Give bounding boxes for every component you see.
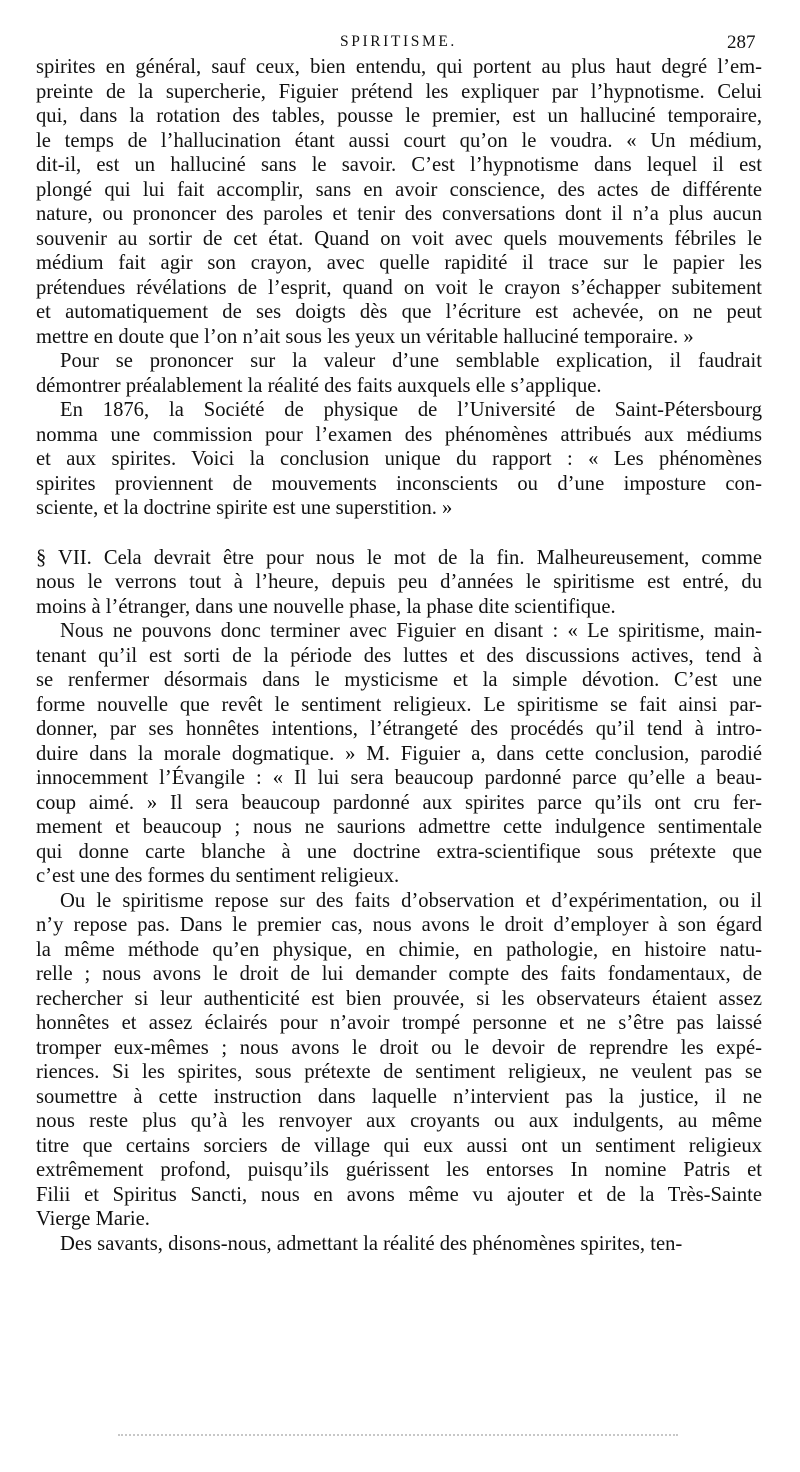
running-header <box>0 33 800 57</box>
text-line: relle ; nous avons le droit de lui demander compte des faits fondamentaux, de <box>36 963 762 985</box>
text-line: tromper eux-mêmes ; nous avons le droit ou le devoir de reprendre les expé- <box>36 1036 762 1059</box>
text-line: qui, dans la rotation des tables, pousse le premier, est un halluciné temporaire, <box>36 105 762 127</box>
bottom-edge-marks <box>118 1434 678 1438</box>
text-line: titre que certains sorciers de village qui eux aussi ont un sentiment religieux <box>36 1134 762 1157</box>
text-line: soumettre à cette instruction dans laquelle n’intervient pas la justice, il ne <box>36 1085 762 1108</box>
text-line: Pour se prononcer sur la valeur d’une semblable explication, il faudrait <box>60 350 762 372</box>
text-line: nomma une commission pour l’examen des phénomènes attribués aux médiums <box>36 423 762 446</box>
page-number: 287 <box>727 32 756 53</box>
text-line: rechercher si leur authenticité est bien prouvée, si les observateurs étaient assez <box>36 987 762 1010</box>
text-line: § VII. Cela devrait être pour nous le mot de la fin. Malheureusement, comme <box>36 546 762 569</box>
section-gap <box>36 521 762 546</box>
text-line: se renfermer désormais dans le mysticisme et la simple dévotion. C’est une <box>36 669 762 691</box>
paragraph <box>36 1232 762 1257</box>
text-line: innocemment l’Évangile : « Il lui sera beaucoup pardonné parce qu’elle a beau- <box>36 767 762 789</box>
text-line: extrêmement profond, puisqu’ils guérissent les entorses In nomine Patris et <box>36 1159 762 1181</box>
text-line: preinte de la supercherie, Figuier prétend les expliquer par l’hypnotisme. Celui <box>36 80 762 103</box>
text-line: nature, ou prononcer des paroles et tenir des conversations dont il n’a plus aucun <box>36 203 762 225</box>
text-line: prétendues révélations de l’esprit, quand on voit le crayon s’échapper subitement <box>36 276 762 299</box>
text-line: dit-il, est un halluciné sans le savoir. C’est l’hypnotisme dans lequel il est <box>36 154 762 176</box>
text-line: nous le verrons tout à l’heure, depuis peu d’années le spiritisme est entré, du <box>36 571 762 593</box>
text-line: souvenir au sortir de cet état. Quand on voit avec quels mouvements fébriles le <box>36 227 762 250</box>
text-line: spirites proviennent de mouvements inconscients ou d’une imposture con- <box>36 472 762 495</box>
text-line: moins à l’étranger, dans une nouvelle phase, la phase dite scientifique. <box>36 595 616 618</box>
text-line: Des savants, disons-nous, admettant la réalité des phénomènes spirites, ten- <box>60 1232 683 1255</box>
paragraph <box>36 546 762 620</box>
running-title: SPIRITISME. <box>340 33 457 50</box>
text-line: plongé qui lui fait accomplir, sans en avoir conscience, des actes de différente <box>36 178 762 201</box>
text-line: la même méthode qu’en physique, en chimie, en pathologie, en histoire natu- <box>36 938 762 961</box>
text-line: mement et beaucoup ; nous ne saurions admettre cette indulgence sentimentale <box>36 816 762 838</box>
text-line: tenant qu’il est sorti de la période des luttes et des discussions actives, tend à <box>36 644 762 667</box>
text-line: nous reste plus qu’à les renvoyer aux croyants ou aux indulgents, au même <box>36 1110 762 1132</box>
text-line: n’y repose pas. Dans le premier cas, nous avons le droit d’employer à son égard <box>36 914 762 936</box>
text-line: En 1876, la Société de physique de l’Université de Saint-Pétersbourg <box>60 399 762 421</box>
text-line: le temps de l’hallucination étant aussi court qu’on le voudra. « Un médium, <box>36 129 762 152</box>
text-line: spirites en général, sauf ceux, bien entendu, qui portent au plus haut degré l’em- <box>36 56 762 78</box>
paragraph <box>36 349 762 398</box>
page-body <box>36 55 762 1256</box>
text-line: honnêtes et assez éclairés pour n’avoir trompé personne et ne s’être pas laissé <box>36 1012 762 1034</box>
text-line: c’est une des formes du sentiment religieux. <box>36 865 400 887</box>
text-line: Filii et Spiritus Sancti, nous en avons même vu ajouter et de la Très-Sainte <box>36 1183 762 1206</box>
text-line: sciente, et la doctrine spirite est une superstition. » <box>36 497 453 519</box>
text-line: donner, par ses honnêtes intentions, l’étrangeté des procédés qu’il tend à intro- <box>36 718 762 740</box>
text-line: forme nouvelle que revêt le sentiment religieux. Le spiritisme se fait ainsi par- <box>36 693 762 716</box>
text-line: mettre en doute que l’on n’ait sous les yeux un véritable halluciné temporaire. » <box>36 325 694 348</box>
text-line: Ou le spiritisme repose sur des faits d’observation et d’expérimentation, ou il <box>60 889 762 912</box>
text-line: démontrer préalablement la réalité des faits auxquels elle s’applique. <box>36 374 602 397</box>
text-line: et automatiquement de ses doigts dès que l’écriture est achevée, on ne peut <box>36 301 762 323</box>
text-line: Nous ne pouvons donc terminer avec Figuier en disant : « Le spiritisme, main- <box>60 620 762 642</box>
text-line: coup aimé. » Il sera beaucoup pardonné aux spirites parce qu’ils ont cru fer- <box>36 791 762 814</box>
paragraph <box>36 619 762 889</box>
paragraph <box>36 398 762 521</box>
text-line: Vierge Marie. <box>36 1208 150 1230</box>
paragraph <box>36 55 762 349</box>
paragraph <box>36 889 762 1232</box>
text-line: duire dans la morale dogmatique. » M. Figuier a, dans cette conclusion, parodié <box>36 742 762 765</box>
text-line: et aux spirites. Voici la conclusion unique du rapport : « Les phénomènes <box>36 448 762 470</box>
text-line: riences. Si les spirites, sous prétexte de sentiment religieux, ne veulent pas se <box>36 1061 762 1083</box>
text-line: médium fait agir son crayon, avec quelle rapidité il trace sur le papier les <box>36 252 762 274</box>
text-line: qui donne carte blanche à une doctrine extra-scientifique sous prétexte que <box>36 840 762 863</box>
